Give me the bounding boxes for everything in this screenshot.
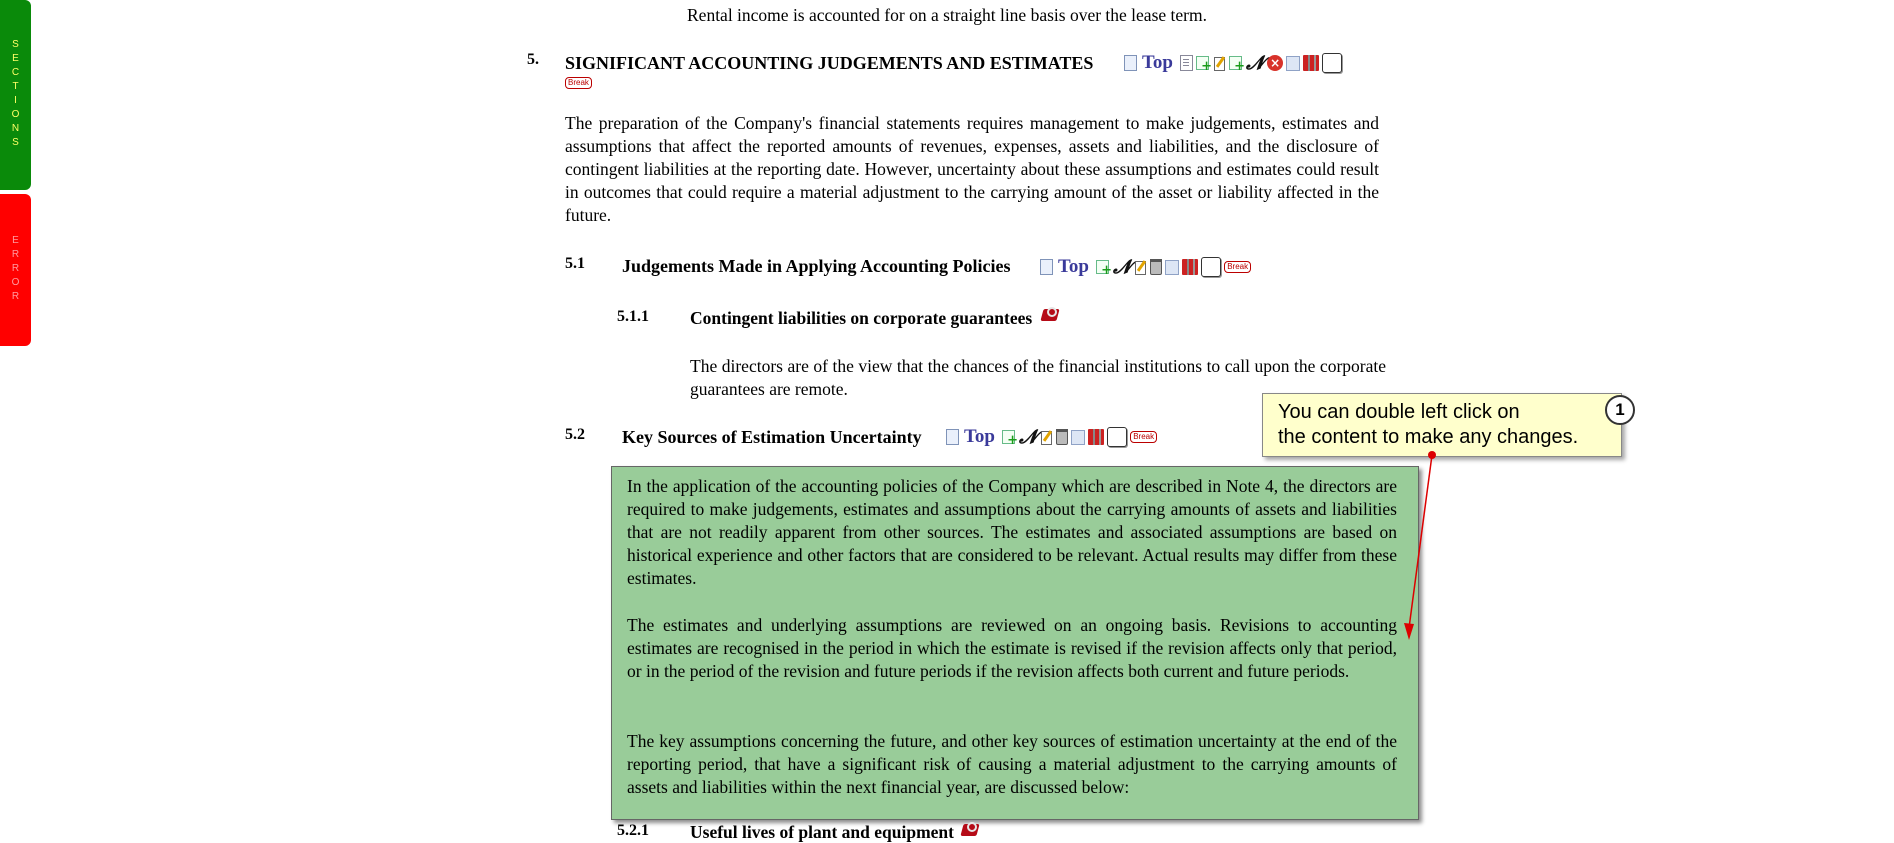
- sections-tab-label: SECTIONS: [10, 39, 21, 151]
- section-5-1-number: 5.1: [565, 255, 585, 272]
- section-5-2-number: 5.2: [565, 426, 585, 443]
- section-5-2-paragraph-2[interactable]: The estimates and underlying assumptions are reviewed on an ongoing basis. Revisions to accounting estimates are recognised in the period in which the estimate is revised if the revision affects only that period, or in the period of the revision and future periods if the revision affects both current and future periods.: [627, 615, 1397, 681]
- pdf-icon[interactable]: [962, 822, 978, 838]
- section-5-2-paragraph-1[interactable]: In the application of the accounting policies of the Company which are described in Note 4, the directors are required to make judgements, estimates and assumptions about the carrying amounts of assets and liabilities that are not readily apparent from other sources. The estimates and associated assumptions are based on historical experience and other factors that are considered to be relevant. Actual results may differ from these estimates.: [627, 476, 1397, 588]
- section-5-1-1-title[interactable]: Contingent liabilities on corporate guarantees: [690, 308, 1033, 328]
- section-5-1-1-paragraph[interactable]: The directors are of the view that the chances of the financial institutions to call upon the corporate guarantees are remote.: [690, 356, 1386, 399]
- select-checkbox[interactable]: [1201, 257, 1221, 277]
- pdf-icon[interactable]: [1042, 307, 1058, 323]
- square-icon[interactable]: [1286, 56, 1300, 71]
- section-5-2-1-number: 5.2.1: [617, 822, 649, 839]
- section-5-number: 5.: [527, 51, 539, 68]
- section-5-2-break-button[interactable]: Break: [1130, 431, 1157, 443]
- edit-icon[interactable]: [1213, 56, 1226, 70]
- section-5-paragraph[interactable]: The preparation of the Company's financial statements requires management to make judgements, estimates and assumptions that affect the reported amounts of revenues, expenses, assets and liabilities, and the disclosure of contingent liabilities at the reporting date. However, uncertainty about these assumptions and estimates could result in outcomes that could require a material adjustment to the carrying amount of the asset or liability affected in the future.: [565, 113, 1379, 225]
- add-icon[interactable]: [1002, 430, 1016, 444]
- page-icon[interactable]: [1124, 55, 1137, 71]
- section-5-break-button[interactable]: Break: [565, 77, 592, 89]
- add-icon[interactable]: [1229, 56, 1243, 70]
- square-icon[interactable]: [1071, 430, 1085, 445]
- books-icon[interactable]: [1088, 429, 1104, 445]
- edit-icon[interactable]: [1134, 260, 1147, 274]
- section-5-2-paragraph-3[interactable]: The key assumptions concerning the future, and other key sources of estimation uncertainty at the end of the reporting period, that have a significant risk of causing a material adjustment to the carrying amounts of assets and liabilities within the next financial year, are discussed below:: [627, 731, 1397, 797]
- style-n-icon[interactable]: 𝓝: [1019, 426, 1038, 448]
- help-tooltip: [1262, 393, 1625, 457]
- error-tab-label: ERROR: [10, 235, 21, 305]
- section-5-1-title[interactable]: Judgements Made in Applying Accounting Policies: [622, 256, 1011, 276]
- style-n-icon[interactable]: 𝓝: [1113, 256, 1132, 278]
- move-down-icon[interactable]: [1196, 56, 1210, 70]
- section-5-toolbar: [1124, 51, 1342, 75]
- top-link[interactable]: Top: [1058, 256, 1089, 277]
- rental-income-text: Rental income is accounted for on a straight line basis over the lease term.: [687, 5, 1207, 25]
- section-5-2-toolbar: [946, 425, 1157, 449]
- tooltip-line-1: You can double left click on: [1278, 401, 1520, 423]
- page-icon[interactable]: [1040, 259, 1053, 275]
- editable-content-block[interactable]: [611, 466, 1419, 820]
- tooltip-step-badge: 1: [1605, 395, 1635, 425]
- error-tab[interactable]: [0, 194, 31, 346]
- section-5-1-toolbar: [1040, 255, 1251, 279]
- top-link[interactable]: Top: [1142, 52, 1173, 73]
- document-icon[interactable]: [1180, 55, 1193, 71]
- edit-icon[interactable]: [1040, 430, 1053, 444]
- section-5-1-break-button[interactable]: Break: [1224, 261, 1251, 273]
- sections-tab[interactable]: [0, 0, 31, 190]
- books-icon[interactable]: [1182, 259, 1198, 275]
- section-5-1-1-number: 5.1.1: [617, 308, 649, 325]
- section-5-2-title[interactable]: Key Sources of Estimation Uncertainty: [622, 427, 922, 447]
- top-link[interactable]: Top: [964, 426, 995, 447]
- square-icon[interactable]: [1165, 260, 1179, 275]
- trash-icon[interactable]: [1056, 429, 1068, 445]
- select-checkbox[interactable]: [1107, 427, 1127, 447]
- page-icon[interactable]: [946, 429, 959, 445]
- select-checkbox[interactable]: [1322, 53, 1342, 73]
- add-icon[interactable]: [1096, 260, 1110, 274]
- style-n-icon[interactable]: 𝓝: [1246, 52, 1265, 74]
- tooltip-text: [1278, 400, 1578, 450]
- trash-icon[interactable]: [1150, 259, 1162, 275]
- delete-icon[interactable]: ×: [1267, 55, 1283, 71]
- section-5-2-1-title[interactable]: Useful lives of plant and equipment: [690, 822, 954, 842]
- section-5-title[interactable]: SIGNIFICANT ACCOUNTING JUDGEMENTS AND ESTIMATES: [565, 53, 1094, 73]
- tooltip-line-2: the content to make any changes.: [1278, 426, 1579, 448]
- books-icon[interactable]: [1303, 55, 1319, 71]
